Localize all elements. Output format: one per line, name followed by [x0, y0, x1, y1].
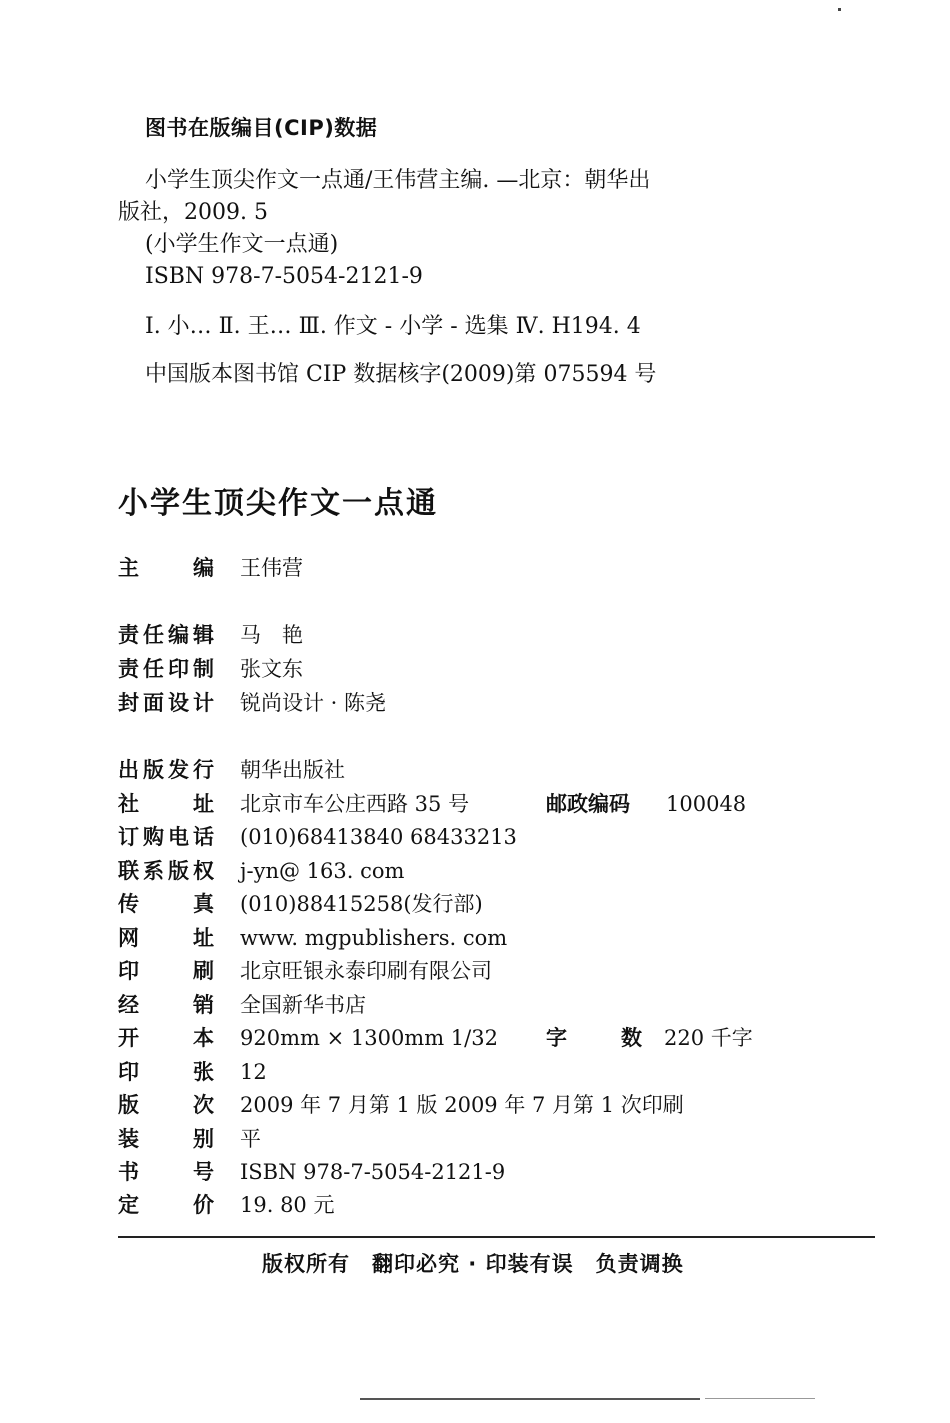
- cip-line-3: (小学生作文一点通): [145, 232, 339, 257]
- responsible-print-value: 张文东: [240, 657, 303, 681]
- printer-label: 印 刷: [118, 959, 214, 983]
- format-value: 920mm × 1300mm 1/32: [240, 1026, 498, 1050]
- responsible-print-label: 责 任 印 制: [118, 657, 214, 681]
- binding-label: 装 别: [118, 1127, 214, 1151]
- book-title: 小学生顶尖作文一点通: [118, 486, 438, 521]
- cip-line-4: ISBN 978-7-5054-2121-9: [145, 264, 423, 289]
- scan-edge-line: [360, 1398, 700, 1400]
- postcode-label: 邮政编码: [546, 792, 630, 816]
- isbn-label: 书 号: [118, 1160, 214, 1184]
- publisher-value: 朝华出版社: [240, 758, 345, 782]
- editor-label: 主 编: [118, 556, 214, 580]
- scan-edge-line-faint: [705, 1398, 815, 1399]
- cip-line-6: 中国版本图书馆 CIP 数据核字(2009)第 075594 号: [145, 362, 657, 387]
- binding-value: 平: [240, 1127, 261, 1151]
- printer-value: 北京旺银永泰印刷有限公司: [240, 959, 492, 983]
- website-label: 网 址: [118, 926, 214, 950]
- responsible-editor-value: 马 艳: [240, 623, 303, 647]
- responsible-editor-label: 责 任 编 辑: [118, 623, 214, 647]
- copyright-notice: 版权所有 翻印必究 · 印装有误 负责调换: [262, 1252, 684, 1276]
- publisher-label: 出 版 发 行: [118, 758, 214, 782]
- fax-value: (010)88415258(发行部): [240, 892, 483, 916]
- format-row: [118, 1023, 875, 1055]
- word-count-value: 220 千字: [664, 1026, 753, 1050]
- edition-label: 版 次: [118, 1093, 214, 1117]
- order-phone-label: 订 购 电 话: [118, 825, 214, 849]
- order-phone-value: (010)68413840 68433213: [240, 825, 517, 849]
- price-value: 19. 80 元: [240, 1193, 335, 1217]
- isbn-value: ISBN 978-7-5054-2121-9: [240, 1160, 506, 1184]
- footer-divider: [118, 1236, 875, 1238]
- word-count-label: 字 数: [546, 1026, 642, 1050]
- cip-heading: 图书在版编目(CIP)数据: [145, 116, 378, 140]
- cip-line-2: 版社，2009. 5: [118, 200, 268, 225]
- print-sheets-label: 印 张: [118, 1060, 214, 1084]
- website-value: www. mgpublishers. com: [240, 926, 508, 950]
- fax-label: 传 真: [118, 892, 214, 916]
- postcode-value: 100048: [666, 792, 747, 816]
- rights-contact-value: j-yn@ 163. com: [240, 859, 405, 883]
- address-row: [118, 789, 875, 821]
- price-label: 定 价: [118, 1193, 214, 1217]
- distributor-label: 经 销: [118, 993, 214, 1017]
- editor-value: 王伟营: [240, 556, 303, 580]
- rights-contact-label: 联 系 版 权: [118, 859, 214, 883]
- scan-speck: [838, 8, 841, 11]
- edition-value: 2009 年 7 月第 1 版 2009 年 7 月第 1 次印刷: [240, 1093, 684, 1117]
- address-label: 社 址: [118, 792, 214, 816]
- cip-line-1: 小学生顶尖作文一点通/王伟营主编. —北京：朝华出: [145, 168, 651, 193]
- cip-line-5: Ⅰ. 小… Ⅱ. 王… Ⅲ. 作文 - 小学 - 选集 Ⅳ. H194. 4: [145, 314, 641, 339]
- cover-design-label: 封 面 设 计: [118, 691, 214, 715]
- format-label: 开 本: [118, 1026, 214, 1050]
- address-value: 北京市车公庄西路 35 号: [240, 792, 470, 816]
- print-sheets-value: 12: [240, 1060, 267, 1084]
- distributor-value: 全国新华书店: [240, 993, 366, 1017]
- cover-design-value: 锐尚设计 · 陈尧: [240, 691, 387, 715]
